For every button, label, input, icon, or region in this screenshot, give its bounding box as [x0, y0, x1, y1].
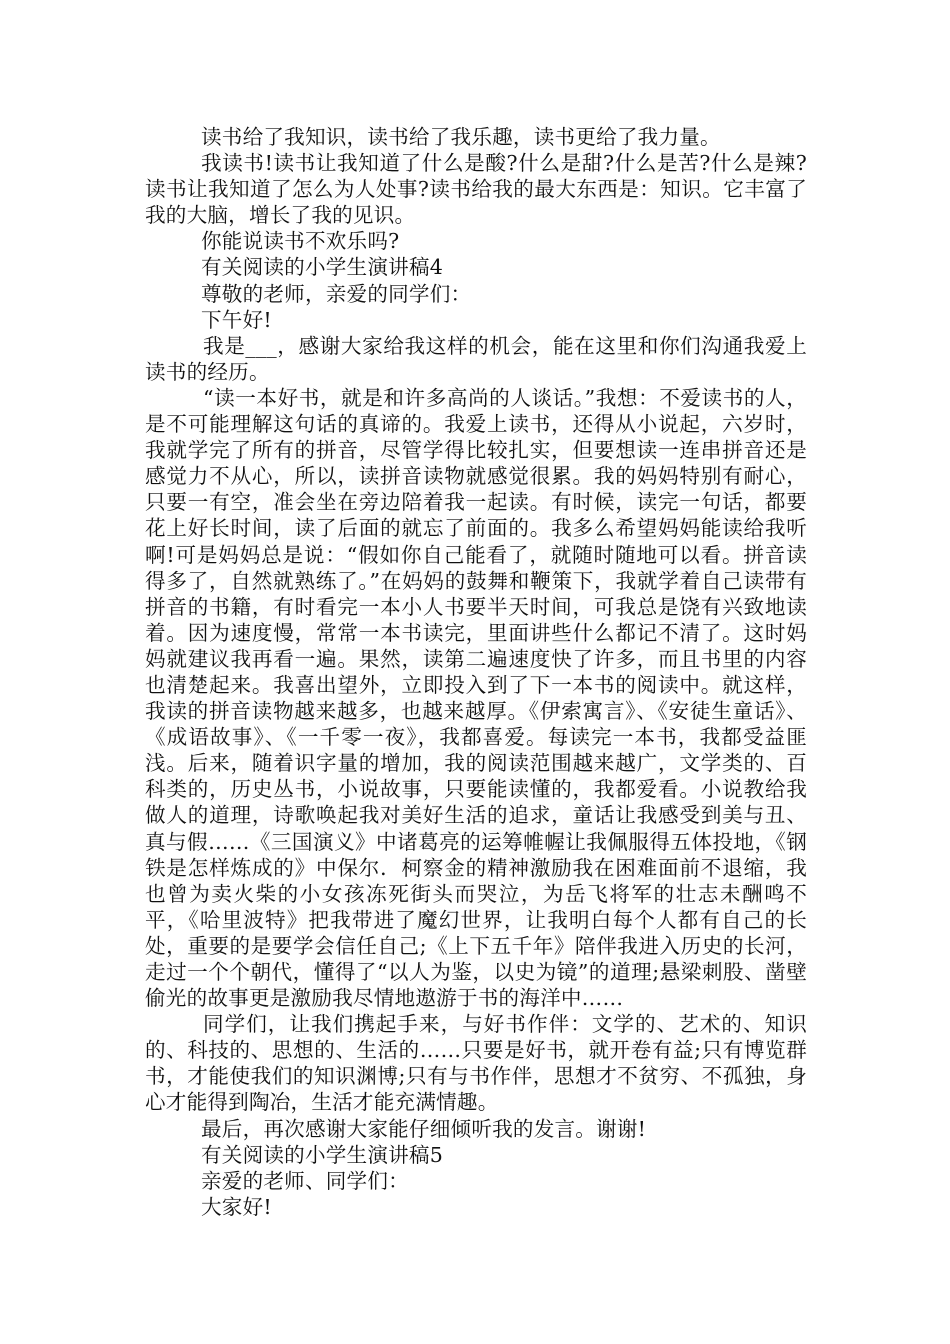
paragraph-intro-4: 我是___，感谢大家给我这样的机会，能在这里和你们沟通我爱上读书的经历。 [145, 333, 807, 384]
salutation-5: 亲爱的老师、同学们： [201, 1168, 409, 1193]
greeting-5: 大家好! [201, 1194, 272, 1219]
section-heading-4: 有关阅读的小学生演讲稿4 [201, 255, 444, 280]
document-body [145, 124, 807, 1220]
paragraph-appeal-4: 同学们，让我们携起手来，与好书作伴：文学的、艺术的、知识的、科技的、思想的、生活的……只要是好书，就开卷有益;只有博览群书，才能使我们的知识渊博;只有与书作伴，思想才不贫穷、不孤独，身心才能得到陶冶，生活才能充满情趣。 [145, 1012, 807, 1115]
greeting-4: 下午好! [201, 307, 272, 332]
paragraph-main-4: “读一本好书，就是和许多高尚的人谈话。”我想：不爱读书的人，是不可能理解这句话的真谛的。我爱上读书，还得从小说起，六岁时，我就学完了所有的拼音，尽管学得比较扎实，但要想读一连串拼音还是感觉力不从心，所以，读拼音读物就感觉很累。我的妈妈特别有耐心，只要一有空，准会坐在旁边陪着我一起读。有时候，读完一句话，都要花上好长时间，读了后面的就忘了前面的。我多么希望妈妈能读给我听啊!可是妈妈总是说：“假如你自己能看了，就随时随地可以看。拼音读得多了，自然就熟练了。”在妈妈的鼓舞和鞭策下，我就学着自己读带有拼音的书籍，有时看完一本小人书要半天时间，可我总是饶有兴致地读着。因为速度慢，常常一本书读完，里面讲些什么都记不清了。这时妈妈就建议我再看一遍。果然，读第二遍速度快了许多，而且书里的内容也清楚起来。我喜出望外，立即投入到了下一本书的阅读中。就这样，我读的拼音读物越来越多，也越来越厚。《伊索寓言》、《安徒生童话》、《成语故事》、《一千零一夜》，我都喜爱。每读完一本书，我都受益匪浅。后来，随着识字量的增加，我的阅读范围越来越广，文学类的、百科类的，历史丛书，小说故事，只要能读懂的，我都爱看。小说教给我做人的道理，诗歌唤起我对美好生活的追求，童话让我感受到美与丑、真与假……《三国演义》中诸葛亮的运筹帷幄让我佩服得五体投地，《钢铁是怎样炼成的》中保尔．柯察金的精神激励我在困难面前不退缩，我也曾为卖火柴的小女孩冻死街头而哭泣，为岳飞将军的壮志未酬鸣不平，《哈里波特》把我带进了魔幻世界，让我明白每个人都有自己的长处，重要的是要学会信任自己;《上下五千年》陪伴我进入历史的长河，走过一个个朝代，懂得了“以人为鉴，以史为镜”的道理;悬梁刺股、凿壁偷光的故事更是激励我尽情地遨游于书的海洋中…… [145, 385, 807, 1011]
paragraph-2: 我读书!读书让我知道了什么是酸?什么是甜?什么是苦?什么是辣?读书让我知道了怎么为人处事?读书给我的最大东西是：知识。它丰富了我的大脑，增长了我的见识。 [145, 151, 807, 228]
salutation-4: 尊敬的老师，亲爱的同学们： [201, 281, 472, 306]
closing-4: 最后，再次感谢大家能仔细倾听我的发言。谢谢! [201, 1116, 647, 1141]
section-heading-5: 有关阅读的小学生演讲稿5 [201, 1142, 444, 1167]
paragraph-3: 你能说读书不欢乐吗? [201, 229, 400, 254]
paragraph-1: 读书给了我知识，读书给了我乐趣，读书更给了我力量。 [201, 125, 721, 149]
